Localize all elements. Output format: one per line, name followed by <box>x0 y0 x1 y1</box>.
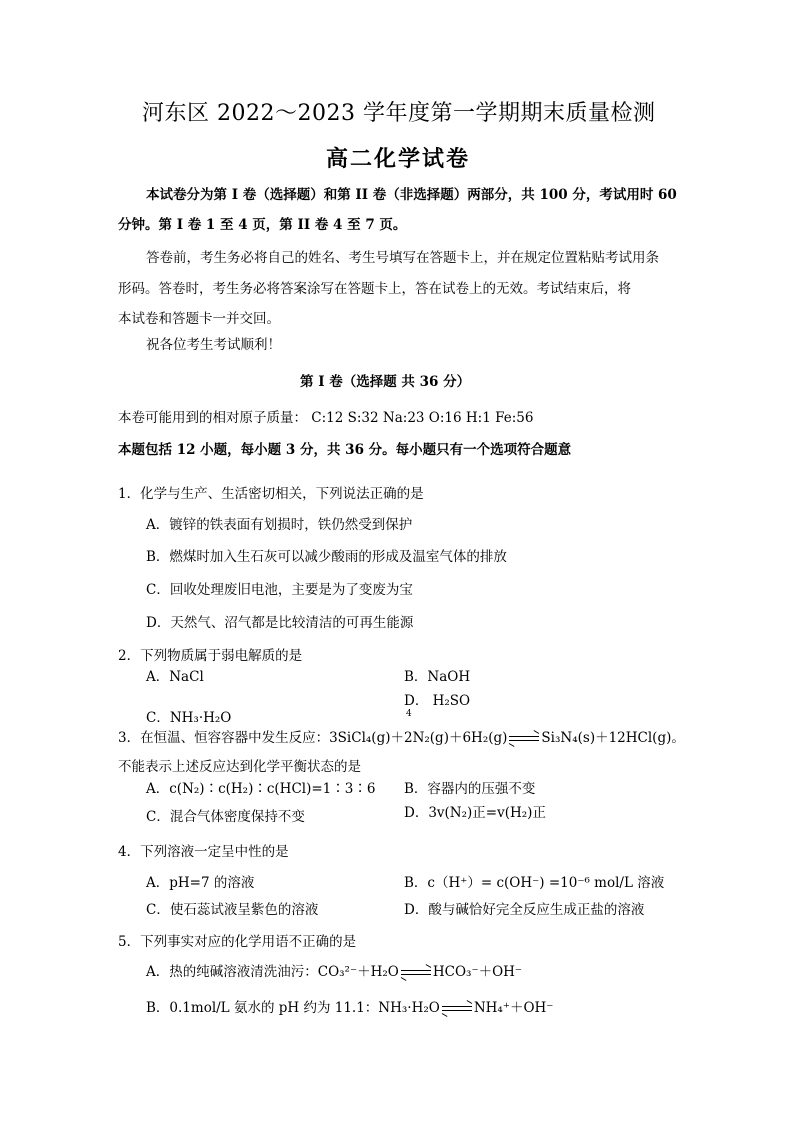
intro-line-4: 形码。答卷时，考生务必将答案涂写在答题卡上，答在试卷上的无效。考试结束后，将 <box>118 281 631 297</box>
q1-option-b: B．燃煤时加入生石灰可以减少酸雨的形成及温室气体的排放 <box>146 549 507 565</box>
q2-option-b: B．NaOH <box>404 669 471 685</box>
q4-option-c: C．使石蕊试液呈紫色的溶液 <box>146 902 319 918</box>
intro-line-3: 答卷前，考生务必将自己的姓名、考生号填写在答题卡上，并在规定位置粘贴考试用条 <box>146 250 659 266</box>
q4-option-a: A．pH=7 的溶液 <box>146 875 255 891</box>
q2-option-d: D． H₂SO <box>404 693 471 709</box>
q3-option-c: C．混合气体密度保持不变 <box>146 809 305 825</box>
q4-option-b: B．c（H⁺）= c(OH⁻) =10⁻⁶ mol/L 溶液 <box>404 875 665 891</box>
section-instructions: 本题包括 12 小题，每小题 3 分，共 36 分。每小题只有一个选项符合题意 <box>118 442 572 458</box>
q3-stem-right: Si₃N₄(s)＋12HCl(g)。 <box>541 730 685 746</box>
q5-option-b-left: B．0.1mol/L 氨水的 pH 约为 11.1：NH₃·H₂O <box>146 1000 440 1016</box>
q3-stem-left: 3．在恒温、恒容容器中发生反应：3SiCl₄(g)＋2N₂(g)＋6H₂(g) <box>118 730 508 746</box>
q3-option-b: B．容器内的压强不变 <box>404 781 536 797</box>
exam-title: 河东区 2022～2023 学年度第一学期期末质量检测 <box>142 101 656 126</box>
intro-line-6: 祝各位考生考试顺利！ <box>146 337 281 353</box>
q5-option-a-left: A．热的纯碱溶液清洗油污：CO₃²⁻＋H₂O <box>146 964 399 980</box>
exam-subtitle: 高二化学试卷 <box>326 146 471 172</box>
q5-option-b-right: NH₄⁺＋OH⁻ <box>473 1000 554 1016</box>
equilibrium-arrow-icon <box>442 1004 472 1014</box>
equilibrium-arrow-icon <box>509 734 539 744</box>
intro-line-5: 本试卷和答题卡一并交回。 <box>118 311 280 327</box>
q3-option-d: D．3v(N₂)正=v(H₂)正 <box>404 805 546 821</box>
q3-stem <box>118 726 685 746</box>
q1-stem: 1．化学与生产、生活密切相关，下列说法正确的是 <box>118 486 424 502</box>
equilibrium-arrow-icon <box>401 968 431 978</box>
atomic-masses: 本卷可能用到的相对原子质量： C:12 S:32 Na:23 O:16 H:1 Fe:56 <box>118 410 534 426</box>
q2-stem: 2．下列物质属于弱电解质的是 <box>118 648 303 664</box>
q2-option-a: A．NaCl <box>146 669 204 685</box>
q1-option-c: C．回收处理废旧电池，主要是为了变废为宝 <box>146 582 413 598</box>
q5-option-a-right: HCO₃⁻＋OH⁻ <box>432 964 523 980</box>
q5-option-a <box>146 960 522 980</box>
q5-option-b <box>146 996 553 1016</box>
q2-option-d-subscript: 4 <box>406 709 412 719</box>
q1-option-d: D．天然气、沼气都是比较清洁的可再生能源 <box>146 615 414 631</box>
intro-line-2: 分钟。第 I 卷 1 至 4 页，第 II 卷 4 至 7 页。 <box>118 217 407 233</box>
section-heading: 第 I 卷（选择题 共 36 分） <box>300 374 471 390</box>
q3-option-a: A．c(N₂)∶c(H₂)∶c(HCl)=1∶3∶6 <box>146 781 376 797</box>
q3-stem-2: 不能表示上述反应达到化学平衡状态的是 <box>118 759 361 775</box>
q4-stem: 4．下列溶液一定呈中性的是 <box>118 844 289 860</box>
intro-line-1: 本试卷分为第 I 卷（选择题）和第 II 卷（非选择题）两部分，共 100 分，考试用时 60 <box>146 187 677 203</box>
q4-option-d: D．酸与碱恰好完全反应生成正盐的溶液 <box>404 902 645 918</box>
q1-option-a: A．镀锌的铁表面有划损时，铁仍然受到保护 <box>146 517 413 533</box>
q5-stem: 5．下列事实对应的化学用语不正确的是 <box>118 934 357 950</box>
q2-option-c: C．NH₃·H₂O <box>146 710 232 726</box>
